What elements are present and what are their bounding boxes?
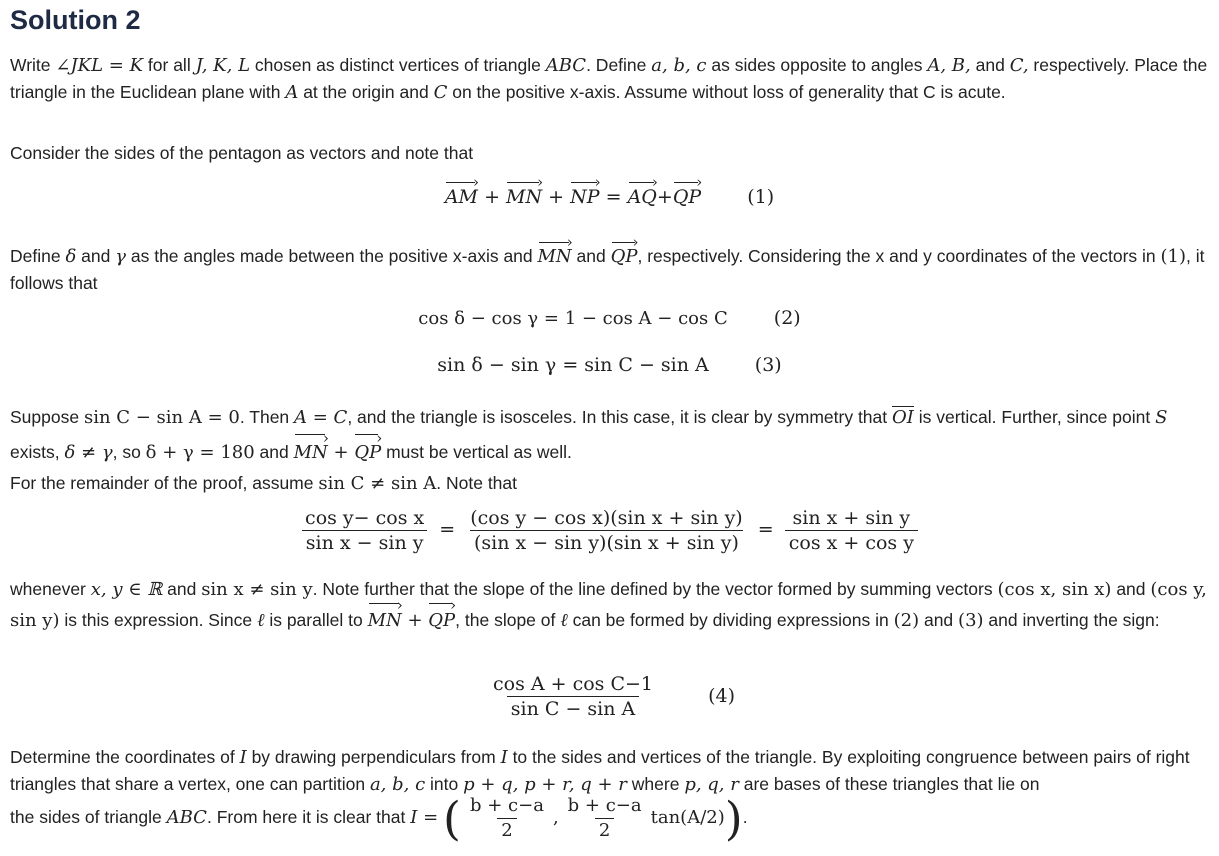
fraction: $\frac{\text{cos y− cos x}}{\text{sin x − sin y}}$	[301, 506, 428, 555]
paragraph-4	[10, 400, 1210, 470]
equation-4	[0, 672, 1219, 721]
paragraph-text: Determine the coordinates of I by drawing perpendiculars from I to the sides and vertices of the triangle. By exploiting congruence between pairs of right triangles that share a vertex, one can partition a, b, c into p + q, p + r, q + r where p, q, r are bases of these triangles that lie on	[10, 747, 1190, 795]
paragraph-text: whenever x, y ∈ ℝ and sin x ≠ sin y. Note further that the slope of the line defined by the vector formed by summing vectors (cos x, sin x) and (cos y, sin y) is this expression. Since ℓ is parallel to MN › + QP ›, the slope of ℓ can be formed by dividing expressions in (2) and (3) and inverting the sign:	[10, 574, 1210, 636]
paragraph-8	[10, 791, 1210, 846]
fraction: $\frac{b + c-a}{2}$	[567, 795, 642, 841]
fraction: $\frac{\text{sin x + sin y}}{\text{cos x + cos y}}$	[785, 506, 918, 555]
equation-number: (3)	[754, 354, 782, 376]
paragraph-2	[10, 140, 1210, 166]
equation-body: sin δ − sin γ = sin C − sin A	[437, 354, 709, 376]
fraction: $\frac{\text{(cos y − cos x)(sin x + sin y)}}{\text{(sin x − sin y)(sin x + sin y)}}$	[470, 507, 743, 554]
equation-number: (1)	[747, 186, 775, 208]
paragraph-6	[10, 574, 1210, 636]
equation-number: (2)	[773, 307, 801, 329]
paragraph-text: Define δ and γ as the angles made between the positive x-axis and MN › and QP ›, respectively. Considering the x and y coordinates of the vectors in (1), it follows that	[10, 243, 1210, 296]
page-title: Solution 2	[10, 5, 141, 35]
paragraph-text: Write ∠JKL = K for all J, K, L chosen as distinct vertices of triangle ABC. Define a, b, c as sides opposite to angles A, B, and C, respectively. Place the triangle in the Euclidean plane with A at the origin and C on the positive x-axis. Assume without loss of generality that C is acute.	[10, 55, 1208, 103]
paragraph-5	[10, 470, 1210, 497]
paragraph-text: the sides of triangle ABC. From here it is clear that I = ( $\frac{b + c-a}{2}$ , $\frac{b + c-a}{2}$ tan(A/2)).	[10, 791, 748, 846]
equation-fractions: $\frac{\text{cos y− cos x}}{\text{sin x − sin y}}$ = $\frac{\text{(cos y − cos x)(sin x + sin y)}}{\text{(sin x − sin y)(sin x + sin y)}}$ = $\frac{\text{sin x + sin y}}{\text{cos x + cos y}}$	[0, 506, 1219, 555]
paragraph-text: Suppose sin C − sin A = 0. Then A = C, and the triangle is isosceles. In this case, it is clear by symmetry that OI is vertical. Further, since point S exists, δ ≠ γ, so δ + γ = 180 and MN › + QP › must be vertical as well.	[10, 400, 1210, 470]
paragraph-3	[10, 243, 1210, 296]
fraction: $\frac{\text{cos A + cos C−1}}{\text{sin C − sin A}}$	[493, 673, 654, 720]
equation-number: (4)	[708, 684, 735, 707]
vector-aq: AQ ›	[628, 184, 657, 210]
paragraph-1	[10, 52, 1210, 106]
paragraph-text: Consider the sides of the pentagon as vectors and note that	[10, 143, 474, 163]
vector-am: AM ›	[445, 184, 478, 210]
equation-2	[0, 305, 1219, 332]
section	[10, 4, 1210, 36]
fraction: $\frac{b + c-a}{2}$	[469, 795, 544, 841]
paragraph-7	[10, 744, 1210, 798]
equation-1: AM › + MN › + NP › = AQ ›+QP › (1)	[0, 184, 1219, 210]
equation-body: cos δ − cos γ = 1 − cos A − cos C	[418, 308, 728, 329]
equation-3	[0, 352, 1219, 378]
vector-mn: MN ›	[506, 184, 542, 210]
paragraph-text: For the remainder of the proof, assume sin C ≠ sin A. Note that	[10, 473, 518, 494]
vector-np: NP ›	[570, 184, 599, 210]
vector-qp: QP ›	[673, 184, 701, 210]
